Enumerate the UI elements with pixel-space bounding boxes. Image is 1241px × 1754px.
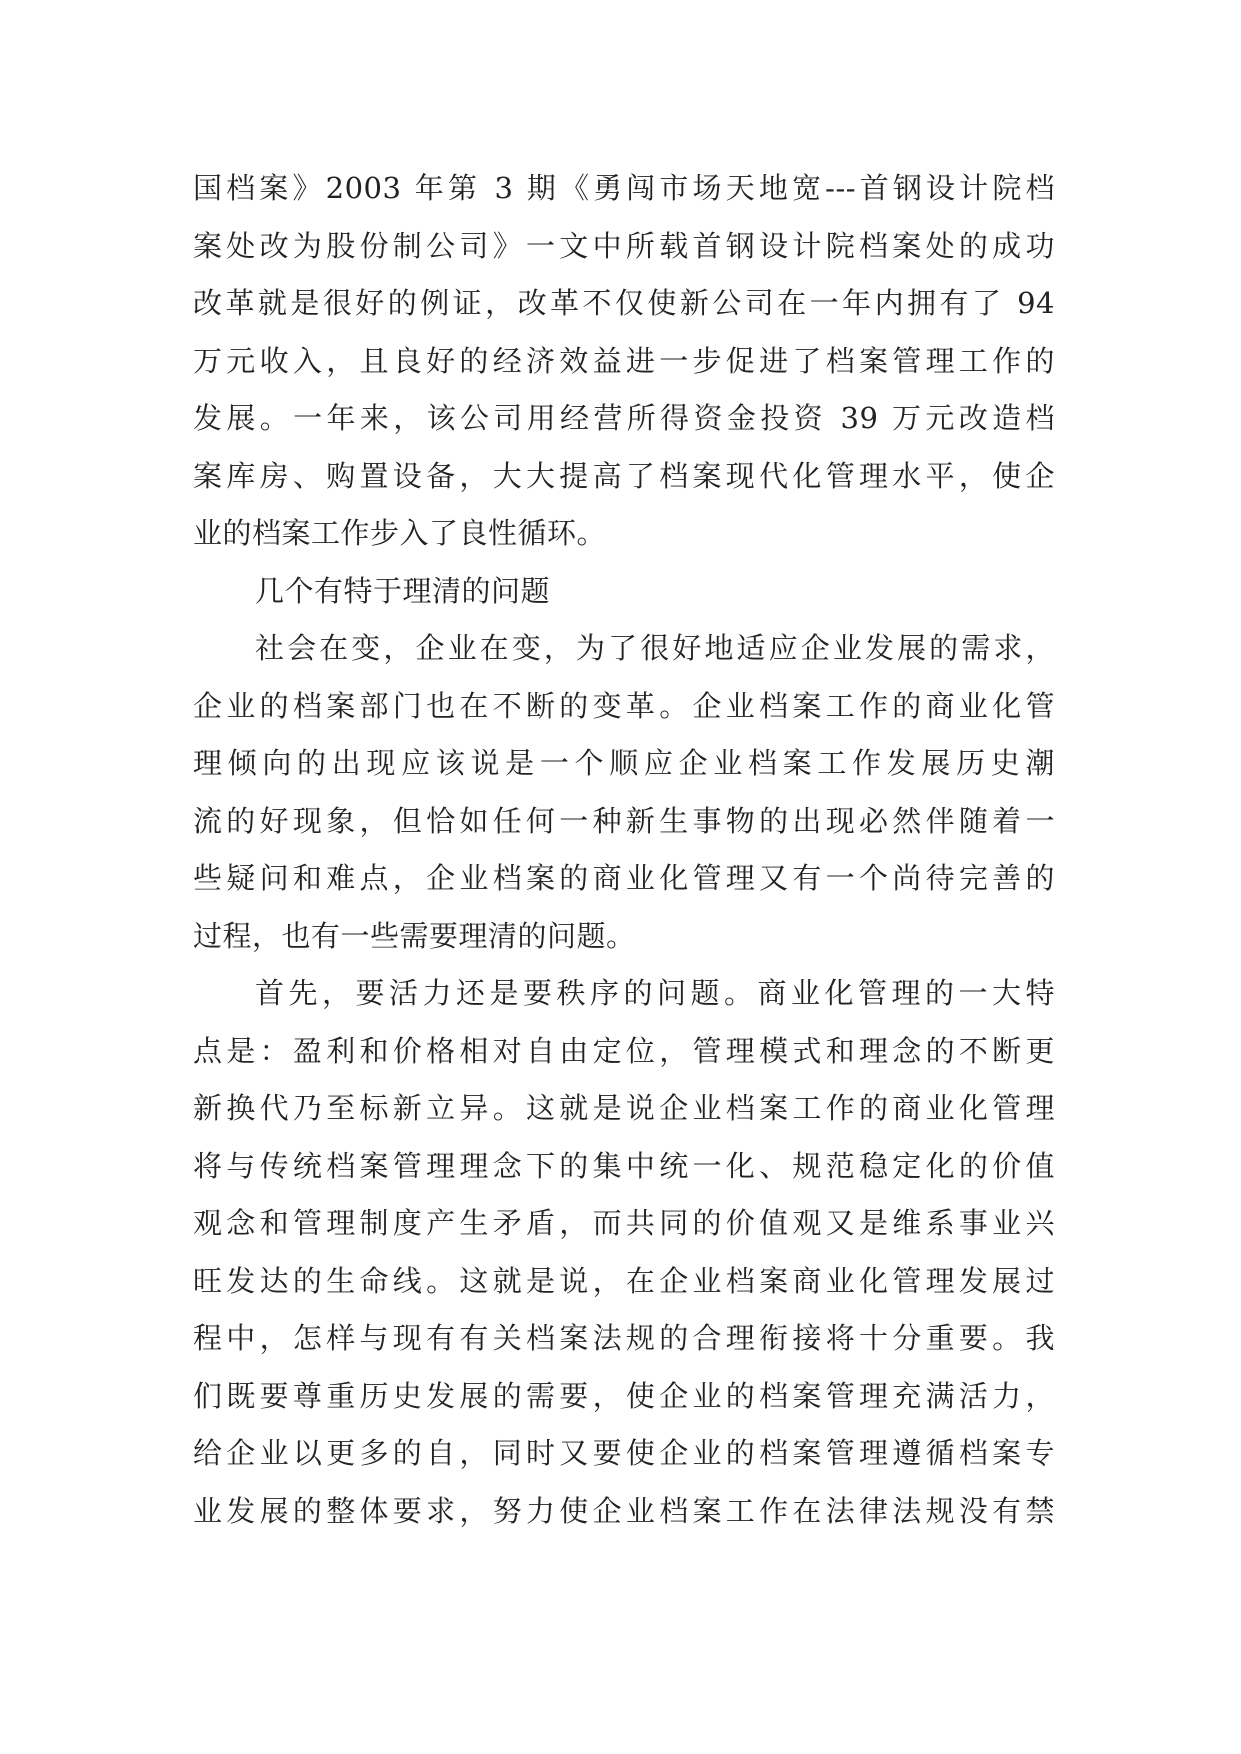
text-line: 发展。一年来，该公司用经营所得资金投资 39 万元改造档 bbox=[193, 401, 1055, 435]
text-line: 国档案》2003 年第 3 期《勇闯市场天地宽---首钢设计院档 bbox=[193, 171, 1055, 205]
text-line: 点是：盈利和价格相对自由定位，管理模式和理念的不断更 bbox=[193, 1033, 1055, 1068]
text-line: 流的好现象，但恰如任何一种新生事物的出现必然伴随着一 bbox=[193, 803, 1055, 838]
text-line: 过程，也有一些需要理清的问题。 bbox=[193, 918, 636, 953]
text-line: 新换代乃至标新立异。这就是说企业档案工作的商业化管理 bbox=[193, 1091, 1055, 1125]
text-line: 些疑问和难点，企业档案的商业化管理又有一个尚待完善的 bbox=[193, 861, 1055, 895]
text-line: 旺发达的生命线。这就是说，在企业档案商业化管理发展过 bbox=[193, 1263, 1055, 1298]
text-line: 将与传统档案管理理念下的集中统一化、规范稳定化的价值 bbox=[193, 1148, 1055, 1183]
text-line: 给企业以更多的自，同时又要使企业的档案管理遵循档案专 bbox=[193, 1436, 1055, 1470]
text-line: 业的档案工作步入了良性循环。 bbox=[193, 516, 607, 550]
text-line: 观念和管理制度产生矛盾，而共同的价值观又是维系事业兴 bbox=[193, 1206, 1055, 1240]
text-line: 们既要尊重历史发展的需要，使企业的档案管理充满活力， bbox=[193, 1378, 1055, 1413]
text-line: 案库房、购置设备，大大提高了档案现代化管理水平，使企 bbox=[193, 458, 1055, 493]
text-line: 案处改为股份制公司》一文中所载首钢设计院档案处的成功 bbox=[193, 228, 1055, 263]
text-line: 企业的档案部门也在不断的变革。企业档案工作的商业化管 bbox=[193, 688, 1055, 723]
text-line: 万元收入，且良好的经济效益进一步促进了档案管理工作的 bbox=[193, 343, 1055, 378]
text-line: 理倾向的出现应该说是一个顺应企业档案工作发展历史潮 bbox=[193, 746, 1055, 780]
text-line: 业发展的整体要求，努力使企业档案工作在法律法规没有禁 bbox=[193, 1493, 1055, 1528]
text-line: 社会在变，企业在变，为了很好地适应企业发展的需求， bbox=[255, 631, 1055, 665]
text-line: 程中，怎样与现有有关档案法规的合理衔接将十分重要。我 bbox=[193, 1321, 1055, 1355]
body-text bbox=[193, 160, 1055, 1540]
text-line: 改革就是很好的例证，改革不仅使新公司在一年内拥有了 94 bbox=[193, 286, 1055, 320]
section-heading: 几个有特于理清的问题 bbox=[255, 573, 551, 608]
text-line: 首先，要活力还是要秩序的问题。商业化管理的一大特 bbox=[255, 976, 1055, 1010]
